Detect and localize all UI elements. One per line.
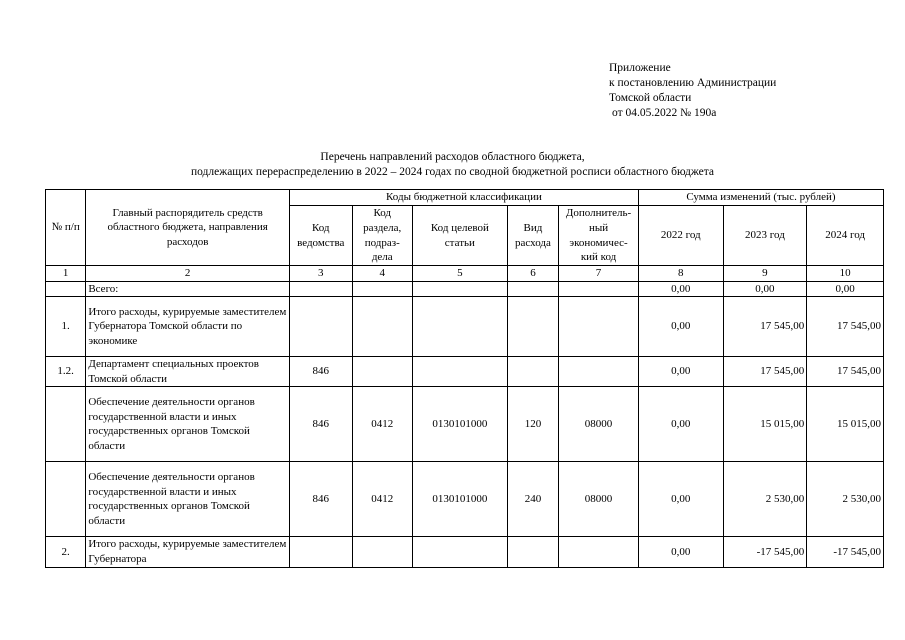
header-2023: 2023 год [723, 206, 807, 266]
row-2023: 0,00 [723, 281, 807, 297]
row-name: Обеспечение деятельности органов государственной власти и иных государственных органов Томской области [86, 462, 290, 537]
row-2024: 15 015,00 [807, 387, 884, 462]
column-number: 10 [807, 266, 884, 282]
row-target [412, 357, 507, 387]
row-2022: 0,00 [638, 462, 723, 537]
row-target [412, 297, 507, 357]
title-line-2: подлежащих перераспределению в 2022 – 2024 годах по сводной бюджетной росписи областного бюджета [190, 166, 715, 178]
row-num [46, 462, 86, 537]
column-number: 8 [638, 266, 723, 282]
expense-table [45, 189, 884, 568]
row-type [507, 297, 558, 357]
row-2022: 0,00 [638, 537, 723, 567]
column-number: 1 [46, 266, 86, 282]
header-num: № п/п [46, 190, 86, 266]
row-extra: 08000 [559, 387, 639, 462]
column-number: 6 [507, 266, 558, 282]
header-manager: Главный распорядитель средств областного бюджета, направления расходов [86, 190, 290, 266]
row-extra [559, 537, 639, 567]
row-type: 120 [507, 387, 558, 462]
header-2022: 2022 год [638, 206, 723, 266]
header-target-code: Код целевой статьи [412, 206, 507, 266]
row-name: Департамент специальных проектов Томской области [86, 357, 290, 387]
header-codes-group: Коды бюджетной классификации [290, 190, 639, 206]
row-target: 0130101000 [412, 462, 507, 537]
document-title [0, 150, 905, 180]
appendix-line-1: Приложение [609, 62, 671, 74]
table-row [46, 357, 884, 387]
row-target [412, 537, 507, 567]
table-row [46, 387, 884, 462]
row-type [507, 357, 558, 387]
row-dept: 846 [290, 462, 353, 537]
column-number: 3 [290, 266, 353, 282]
row-extra [559, 297, 639, 357]
appendix-line-4: от 04.05.2022 № 190а [612, 107, 717, 119]
row-2023: 2 530,00 [723, 462, 807, 537]
row-dept: 846 [290, 357, 353, 387]
row-2022: 0,00 [638, 387, 723, 462]
row-section: 0412 [352, 387, 412, 462]
title-line-1: Перечень направлений расходов областного бюджета, [320, 151, 585, 163]
row-2022: 0,00 [638, 357, 723, 387]
row-type: 240 [507, 462, 558, 537]
row-type [507, 537, 558, 567]
row-extra: 08000 [559, 462, 639, 537]
row-dept [290, 537, 353, 567]
row-name: Итого расходы, курируемые заместителем Губернатора [86, 537, 290, 567]
row-2024: 0,00 [807, 281, 884, 297]
row-section [352, 537, 412, 567]
row-2023: -17 545,00 [723, 537, 807, 567]
row-num [46, 387, 86, 462]
row-num: 1.2. [46, 357, 86, 387]
row-2023: 17 545,00 [723, 357, 807, 387]
row-num: 2. [46, 537, 86, 567]
column-number: 5 [412, 266, 507, 282]
row-name: Всего: [86, 281, 290, 297]
table-row [46, 537, 884, 567]
header-extra-code: Дополнитель-ный экономичес-кий код [559, 206, 639, 266]
header-sum-group: Сумма изменений (тыс. рублей) [638, 190, 883, 206]
header-2024: 2024 год [807, 206, 884, 266]
row-dept [290, 281, 353, 297]
column-number: 9 [723, 266, 807, 282]
row-2024: -17 545,00 [807, 537, 884, 567]
row-section [352, 281, 412, 297]
row-2022: 0,00 [638, 297, 723, 357]
header-dept-code: Код ведомства [290, 206, 353, 266]
header-row-groups [46, 190, 884, 206]
row-2024: 17 545,00 [807, 297, 884, 357]
row-type [507, 281, 558, 297]
row-target [412, 281, 507, 297]
row-name: Обеспечение деятельности органов государственной власти и иных государственных органов Томской области [86, 387, 290, 462]
column-number: 7 [559, 266, 639, 282]
row-2024: 2 530,00 [807, 462, 884, 537]
row-2023: 17 545,00 [723, 297, 807, 357]
row-2022: 0,00 [638, 281, 723, 297]
row-name: Итого расходы, курируемые заместителем Губернатора Томской области по экономике [86, 297, 290, 357]
column-number: 4 [352, 266, 412, 282]
header-section-code: Код раздела, подраз-дела [352, 206, 412, 266]
row-section [352, 357, 412, 387]
appendix-line-2: к постановлению Администрации [609, 77, 777, 89]
table-row [46, 297, 884, 357]
table-row [46, 462, 884, 537]
row-2023: 15 015,00 [723, 387, 807, 462]
row-dept: 846 [290, 387, 353, 462]
row-num: 1. [46, 297, 86, 357]
row-num [46, 281, 86, 297]
table-row [46, 281, 884, 297]
row-section: 0412 [352, 462, 412, 537]
appendix-line-3: Томской области [609, 92, 692, 104]
row-extra [559, 281, 639, 297]
row-target: 0130101000 [412, 387, 507, 462]
appendix-block [609, 61, 776, 121]
column-number-row [46, 266, 884, 282]
row-extra [559, 357, 639, 387]
header-expense-type: Вид расхода [507, 206, 558, 266]
column-number: 2 [86, 266, 290, 282]
row-section [352, 297, 412, 357]
row-dept [290, 297, 353, 357]
row-2024: 17 545,00 [807, 357, 884, 387]
